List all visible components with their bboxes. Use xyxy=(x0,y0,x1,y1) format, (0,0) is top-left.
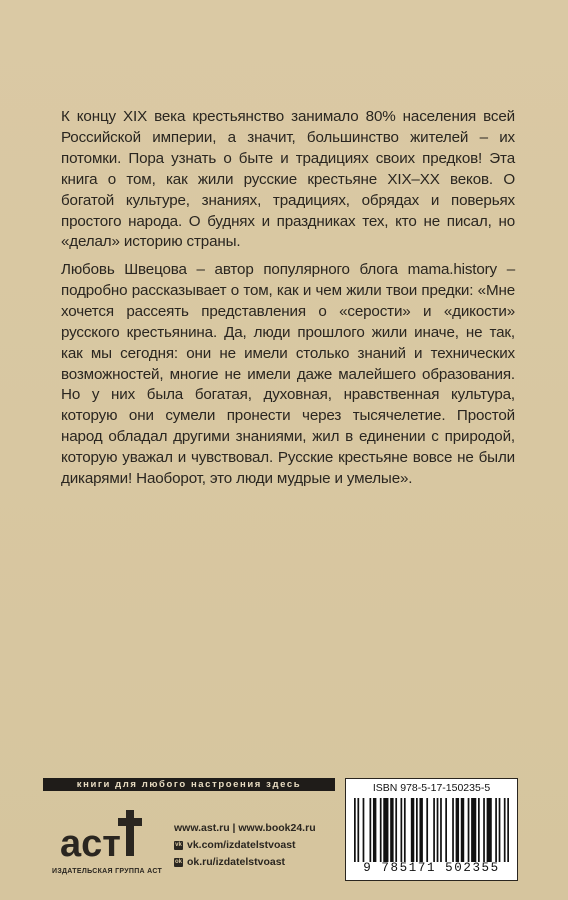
barcode-bar xyxy=(445,798,447,862)
websites-link[interactable]: www.ast.ru | www.book24.ru xyxy=(174,822,316,834)
isbn-label: ISBN 978-5-17-150235-5 xyxy=(372,782,491,794)
vk-link[interactable]: vk vk.com/izdatelstvoast xyxy=(175,839,296,851)
description-paragraph-1: К концу XIX века крестьянство занимало 80% населения всей Российской империи, а значит, большинство жителей – их потомки. Пора узнать о быте и традициях своих предков! Эта книга о том, как жили русские крестьяне XIX–XX веков. О богатой культуре, знаниях, традициях, обрядах и поверьях простого народа. О буднях и праздниках тех, кто не писал, но «делал» историю страны. xyxy=(61,108,515,251)
barcode-bar xyxy=(468,798,470,862)
barcode-bar xyxy=(487,798,492,862)
ok-icon: ok xyxy=(174,859,182,865)
barcode-digits: 9 785171 502355 xyxy=(363,861,500,875)
barcode-bar xyxy=(416,798,418,862)
ast-logo-text: аст xyxy=(60,823,121,865)
ast-logo xyxy=(58,808,146,868)
barcode-bar xyxy=(411,798,414,862)
barcode-bar xyxy=(495,798,497,862)
slogan-bar: книги для любого настроения здесь xyxy=(43,778,335,791)
barcode-bar xyxy=(440,798,442,862)
barcode-bar xyxy=(357,798,359,862)
barcode-bar xyxy=(380,798,382,862)
barcode-bar xyxy=(437,798,439,862)
barcode-bar xyxy=(507,798,509,862)
description-paragraph-2: Любовь Швецова – автор популярного блога mama.history – подробно рассказывает о том, как и чем жили твои предки: «Мне хочется рассеять представления о «серости» и «дикости» русского крестьянина. Да, люди прошлого жили иначе, не так, как мы сегодня: они не имели столько знаний и технических возможностей, многие не имели даже малейшего образования. Но у них была богатая, духовная, нравственная культура, которую они сумели пронести через тысячелетие. Простой народ обладал другими знаниями, жил в единении с природой, которую уважал и чувствовал. Русские крестьяне вовсе не были дикарями! Наоборот, это люди мудрые и умелые». xyxy=(61,261,515,488)
barcode-bar xyxy=(478,798,480,862)
barcode-bar xyxy=(354,798,356,862)
barcode-image xyxy=(354,798,509,862)
barcode-bar xyxy=(456,798,459,862)
barcode-bar xyxy=(471,798,476,862)
isbn-barcode-box xyxy=(345,778,518,881)
barcode-bar xyxy=(395,798,397,862)
ok-link[interactable]: ok ok.ru/izdatelstvoast xyxy=(174,856,286,868)
publisher-caption: ИЗДАТЕЛЬСКАЯ ГРУППА АСТ xyxy=(52,868,163,875)
barcode-bar xyxy=(426,798,428,862)
barcode-bar xyxy=(404,798,406,862)
barcode-bar xyxy=(363,798,365,862)
barcode-bar xyxy=(419,798,422,862)
barcode-bar xyxy=(373,798,376,862)
vk-icon: vk xyxy=(175,842,182,848)
publisher-links xyxy=(174,820,316,871)
barcode-bar xyxy=(390,798,393,862)
barcode-bar xyxy=(483,798,485,862)
barcode-bar xyxy=(504,798,506,862)
barcode-bar xyxy=(401,798,403,862)
barcode-bar xyxy=(383,798,388,862)
barcode-bar xyxy=(461,798,464,862)
barcode-bar xyxy=(499,798,501,862)
barcode-bar xyxy=(452,798,454,862)
barcode-bar xyxy=(370,798,372,862)
barcode-bar xyxy=(433,798,435,862)
